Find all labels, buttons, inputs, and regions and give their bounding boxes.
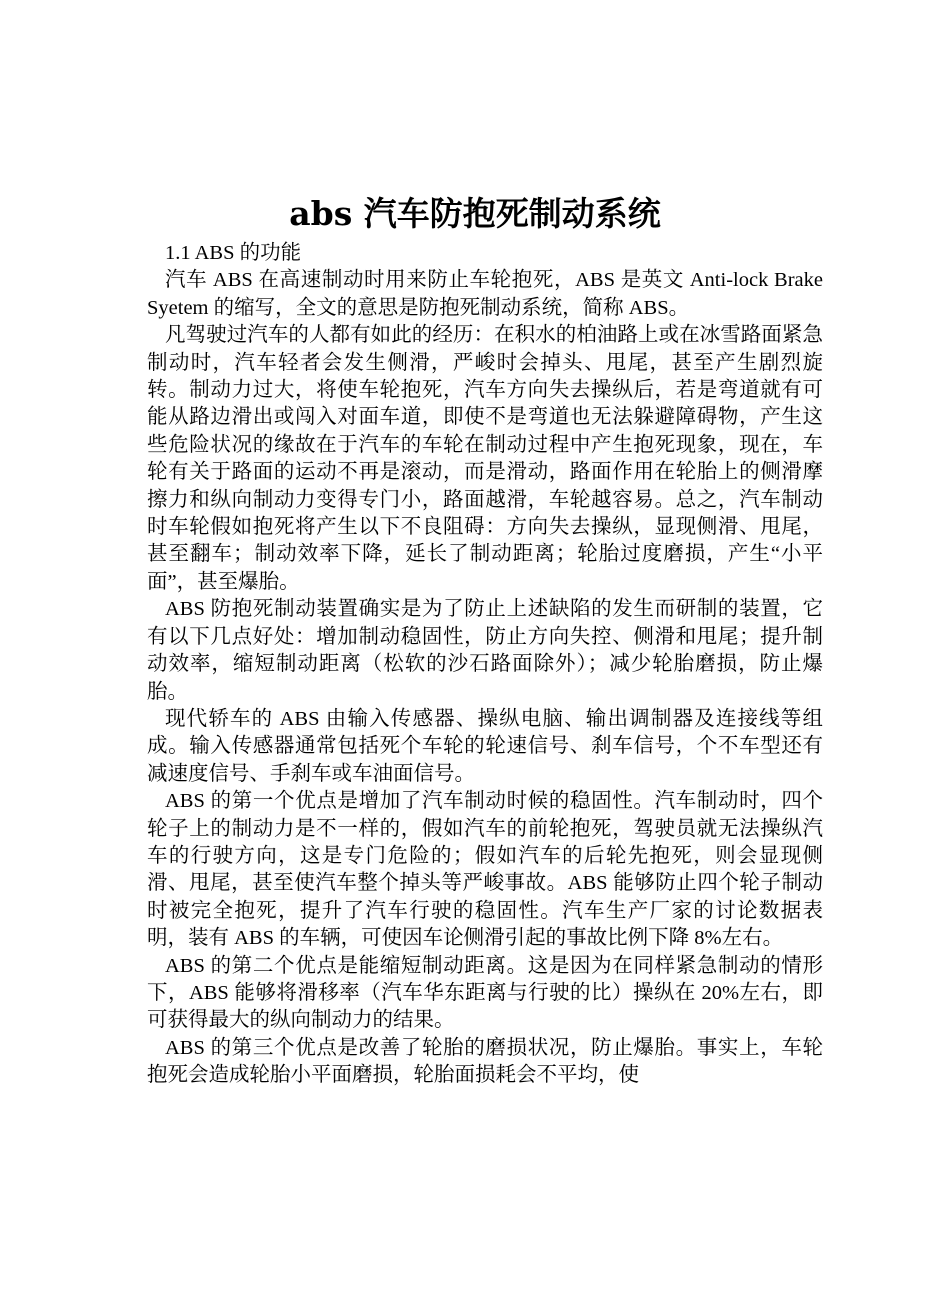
section-heading: 1.1 ABS 的功能 — [165, 242, 302, 264]
paragraph-abs-definition: 汽车 ABS 在高速制动时用来防止车轮抱死，ABS 是英文 Anti-lock Brake Syetem 的缩写，全文的意思是防抱死制动系统，简称 ABS。 — [147, 269, 823, 319]
paragraph-first-advantage: ABS 的第一个优点是增加了汽车制动时候的稳固性。汽车制动时，四个轮子上的制动力是不一样的，假如汽车的前轮抱死，驾驶员就无法操纵汽车的行驶方向，这是专门危险的；假如汽车的后轮先抱死，则会显现侧滑、甩尾，甚至使汽车整个掉头等严峻事故。ABS 能够防止四个轮子制动时被完全抱死，提升了汽车行驶的稳固性。汽车生产厂家的讨论数据表明，装有 ABS 的车辆，可使因车论侧滑引起的事故比例下降 8%左右。 — [147, 790, 823, 950]
paragraph-third-advantage: ABS 的第三个优点是改善了轮胎的磨损状况，防止爆胎。事实上，车轮抱死会造成轮胎小平面磨损，轮胎面损耗会不平均，使 — [147, 1036, 823, 1087]
document-body — [147, 240, 823, 1090]
document-title: abs 汽车防抱死制动系统 — [289, 194, 661, 233]
paragraph-wheel-lock-problem: 凡驾驶过汽车的人都有如此的经历：在积水的柏油路上或在冰雪路面紧急制动时，汽车轻者会发生侧滑，严峻时会掉头、甩尾，甚至产生剧烈旋转。制动力过大，将使车轮抱死，汽车方向失去操纵后，若是弯道就有可能从路边滑出或闯入对面车道，即使不是弯道也无法躲避障碍物，产生这些危险状况的缘故在于汽车的车轮在制动过程中产生抱死现象，现在，车轮有关于路面的运动不再是滚动，而是滑动，路面作用在轮胎上的侧滑摩擦力和纵向制动力变得专门小，路面越滑，车轮越容易。总之，汽车制动时车轮假如抱死将产生以下不良阻碍：方向失去操纵，显现侧滑、甩尾，甚至翻车；制动效率下降，延长了制动距离；轮胎过度磨损，产生“小平面”，甚至爆胎。 — [147, 324, 823, 593]
paragraph-abs-benefits: ABS 防抱死制动装置确实是为了防止上述缺陷的发生而研制的装置，它有以下几点好处：增加制动稳固性，防止方向失控、侧滑和甩尾；提升制动效率，缩短制动距离（松软的沙石路面除外）；减少轮胎磨损，防止爆胎。 — [147, 598, 823, 703]
paragraph-second-advantage: ABS 的第二个优点是能缩短制动距离。这是因为在同样紧急制动的情形下，ABS 能够将滑移率（汽车华东距离与行驶的比）操纵在 20%左右，即可获得最大的纵向制动力的结果。 — [147, 954, 823, 1032]
paragraph-abs-components: 现代轿车的 ABS 由输入传感器、操纵电脑、输出调制器及连接线等组成。输入传感器通常包括死个车轮的轮速信号、刹车信号，个不车型还有减速度信号、手刹车或车油面信号。 — [147, 707, 823, 785]
